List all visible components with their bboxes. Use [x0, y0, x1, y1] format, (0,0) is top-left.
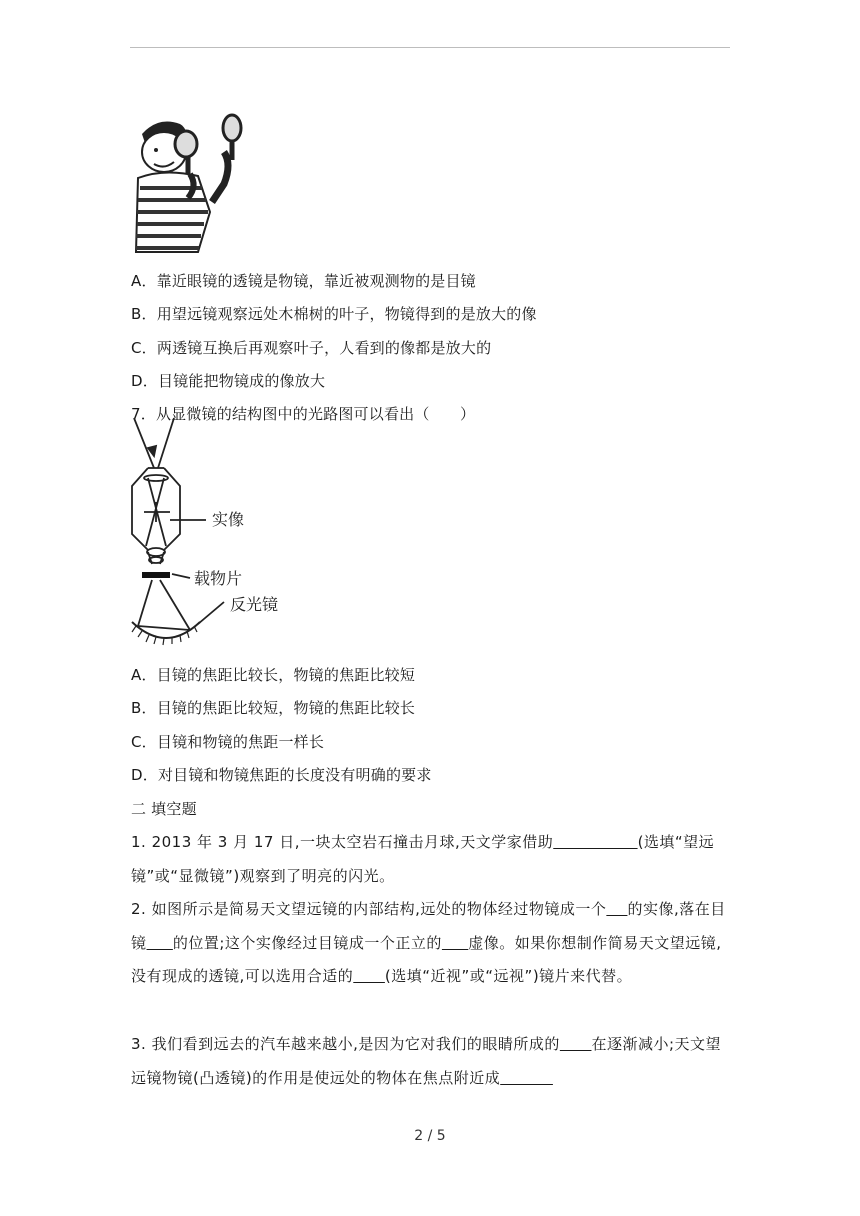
microscope-diagram — [126, 416, 310, 652]
option-q7-c: C．目镜和物镜的焦距一样长 — [131, 733, 325, 751]
fill-q2-text-2: 的实像,落在目镜 — [131, 900, 726, 952]
fill-q1-blank[interactable] — [553, 833, 637, 851]
boy-with-lenses-figure — [128, 112, 258, 254]
fill-q3-text-1: 3. 我们看到远去的汽车越来越小,是因为它对我们的眼睛所成的 — [131, 1035, 560, 1053]
fill-q2-blank-4[interactable] — [353, 967, 385, 985]
label-real-image: 实像 — [212, 510, 245, 529]
option-q6-a: A．靠近眼镜的透镜是物镜，靠近被观测物的是目镜 — [131, 272, 476, 290]
option-q6-b: B．用望远镜观察远处木棉树的叶子，物镜得到的是放大的像 — [131, 305, 537, 323]
page-number: 2 / 5 — [414, 1128, 446, 1144]
label-mirror: 反光镜 — [230, 595, 279, 614]
fill-q2-blank-3[interactable] — [442, 934, 468, 952]
fill-q2-text-1: 2. 如图所示是简易天文望远镜的内部结构,远处的物体经过物镜成一个 — [131, 900, 607, 918]
option-q6-d: D．目镜能把物镜成的像放大 — [131, 372, 326, 390]
fill-q2-blank-1[interactable] — [606, 900, 627, 918]
label-slide: 载物片 — [194, 569, 243, 588]
option-q7-d: D．对目镜和物镜焦距的长度没有明确的要求 — [131, 766, 432, 784]
section-title: 二 填空题 — [131, 800, 197, 818]
header-rule — [130, 47, 730, 48]
option-q7-a: A．目镜的焦距比较长，物镜的焦距比较短 — [131, 666, 416, 684]
fill-q3-text-2: 在逐渐减小;天文望远镜物镜(凸透镜)的作用是使远处的物体在焦点附近成 — [131, 1035, 722, 1087]
fill-q2-text-4: 虚像。如果你想制作简易天文望远镜,没有现成的透镜,可以选用合适的 — [131, 933, 722, 985]
option-q6-c: C．两透镜互换后再观察叶子，人看到的像都是放大的 — [131, 339, 492, 357]
fill-q2-blank-2[interactable] — [147, 934, 173, 952]
fill-question-2 — [131, 893, 731, 994]
fill-question-1 — [131, 826, 731, 893]
fill-q2-text-5: (选填“近视”或“远视”)镜片来代替。 — [384, 967, 633, 985]
fill-q3-blank-2[interactable] — [500, 1069, 553, 1087]
option-q7-b: B．目镜的焦距比较短，物镜的焦距比较长 — [131, 699, 416, 717]
fill-q1-text-after: (选填“望远镜”或“显微镜”)观察到了明亮的闪光。 — [131, 833, 715, 885]
fill-q1-text-before: 1. 2013 年 3 月 17 日,一块太空岩石撞击月球,天文学家借助 — [131, 833, 554, 851]
question-7-stem: 7．从显微镜的结构图中的光路图可以看出（ ） — [131, 405, 476, 423]
fill-question-3 — [131, 1028, 731, 1095]
fill-q3-blank-1[interactable] — [560, 1035, 592, 1053]
fill-q2-text-3: 的位置;这个实像经过目镜成一个正立的 — [172, 933, 442, 952]
